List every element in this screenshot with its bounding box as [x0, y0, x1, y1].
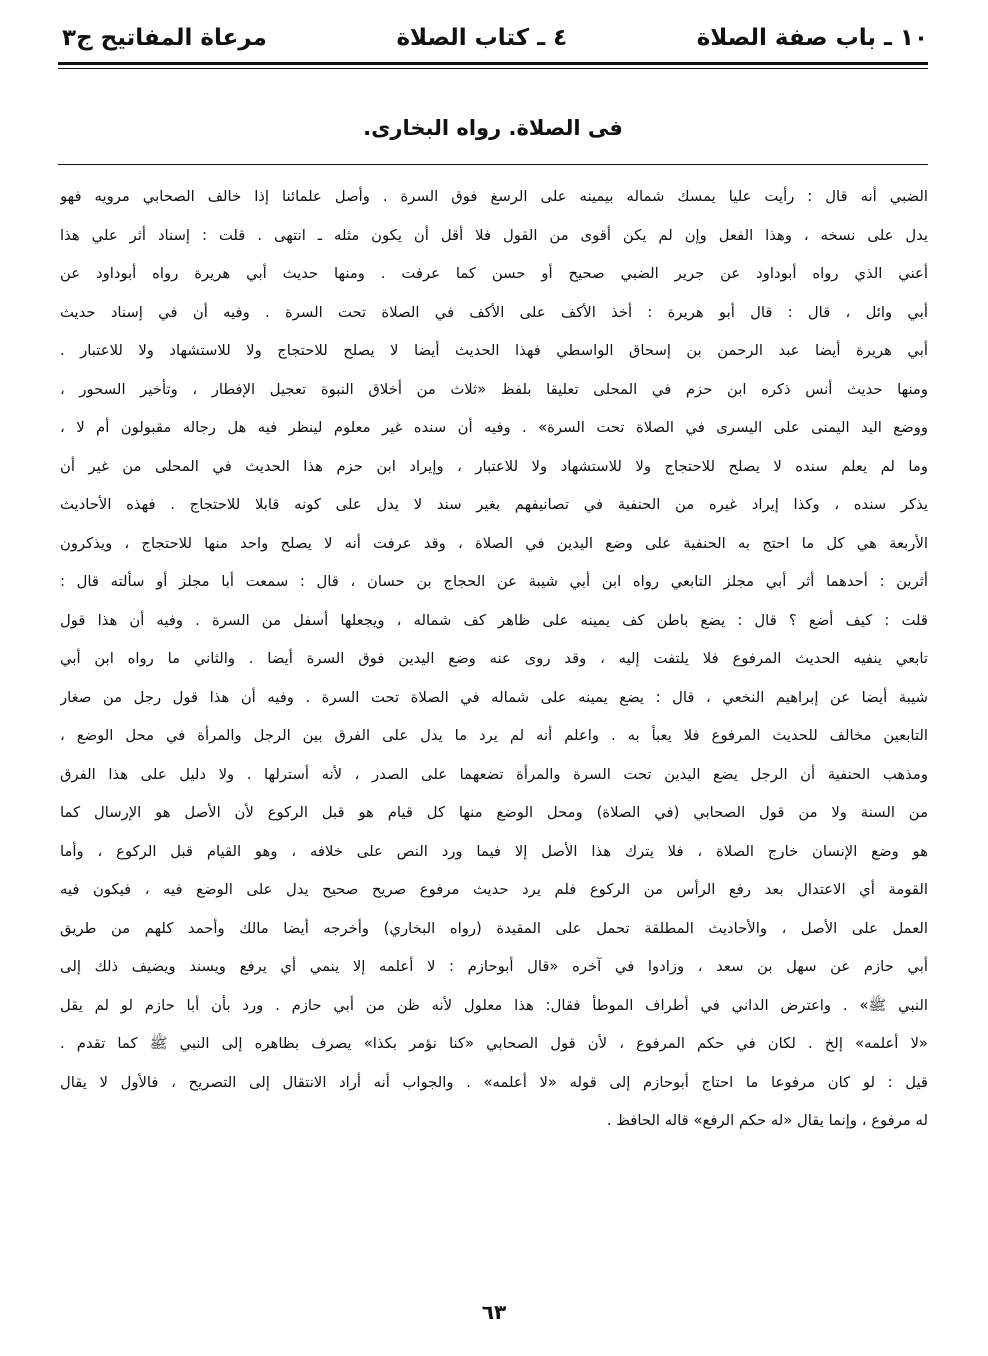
text-line: التابعين مخالف للحديث المرفوع فلا يعبأ به . واعلم أنه لم يرد ما يدل على الفرق بين الرجل والمرأة في محل الوضع ،: [60, 727, 928, 744]
header-rule-thin: [58, 68, 928, 69]
header-book-title: مرعاة المفاتيح ج٣: [62, 25, 267, 51]
hadith-text: فى الصلاة. رواه البخارى.: [363, 116, 623, 140]
header-kitab: ٤ ـ كتاب الصلاة: [396, 25, 568, 51]
text-line: الأربعة هي كل ما احتج به الحنفية على وضع اليدين في الصلاة ، وقد عرفت أنه لا يصلح واحد منها للاحتجاج ، ويذكرون: [60, 534, 928, 552]
text-line: ومنها حديث أنس ذكره ابن حزم في المحلى تعليقا بلفظ «ثلاث من أخلاق النبوة تعجيل الإفطار ، وتأخير السحور ،: [60, 380, 928, 398]
text-line: هو وضع الإنسان خارج الصلاة ، فلا يترك هذا الأصل إلا فيما ورد النص على خلافه ، وهو القيام قبل الركوع ، وأما: [60, 842, 928, 860]
text-line: ومذهب الحنفية أن الرجل يضع اليدين تحت السرة والمرأة تضعهما على الصدر ، لأنه أسترلها . ولا دليل على هذا الفرق: [60, 765, 928, 783]
text-line: القومة أي الاعتدال بعد رفع الرأس من الركوع فلم يرد حديث مرفوع صريح صحيح يدل على الوضع فيه ، فيكون فيه: [60, 881, 928, 898]
text-line: يدل على نسخه ، وهذا الفعل وإن لم يكن أقوى من القول فلا أقل أن يكون مثله ـ انتهى . قلت : إسناد أثر علي هذا: [60, 226, 928, 244]
text-line: وما لم يعلم سنده لا يصلح للاحتجاج ولا للاستشهاد ولا للاعتبار ، وإيراد ابن حزم هذا الحديث في المحلى من غير أن: [60, 457, 928, 475]
text-line: له مرفوع ، وإنما يقال «له حكم الرفع» قاله الحافظ .: [606, 1112, 928, 1129]
text-line: قلت : كيف أضع ؟ قال : يضع باطن كف يمينه على ظاهر كف شماله ، ويجعلها أسفل من السرة . وفيه أن هذا قول: [60, 611, 928, 629]
text-line: يذكر سنده ، وكذا إيراد غيره من الحنفية في تصانيفهم بغير سند لا يدل على كونه قابلا للاحتجاج . فهذه الأحاديث: [60, 496, 928, 513]
text-line: النبي ﷺ» . واعترض الداني في أطراف الموطأ فقال: هذا معلول لأنه ظن من أبي حازم . ورد بأن أبا حازم لو لم يقل: [60, 996, 928, 1014]
text-line: شيبة أيضا عن إبراهيم النخعي ، قال : يضع يمينه على شماله في الصلاة تحت السرة . وفيه أن هذا قول رجل من صغار: [60, 688, 928, 706]
text-line: أثرين : أحدهما أثر أبي مجلز التابعي رواه ابن أبي شيبة عن الحجاج بن حسان ، قال : سمعت أبا مجلز أو سألته قال :: [60, 573, 928, 590]
text-line: قيل : لو كان مرفوعا ما احتاج أبوحازم إلى قوله «لا أعلمه» . والجواب أنه أراد الانتقال إلى التصريح ، فالأول لا يقال: [60, 1073, 928, 1091]
text-line: «لا أعلمه» إلخ . لكان في حكم المرفوع ، لأن قول الصحابي «كنا نؤمر بكذا» يصرف بظاهره إلى النبي ﷺ كما تقدم .: [60, 1035, 928, 1052]
text-line: ووضع اليد اليمنى على اليسرى في الصلاة تحت السرة» . وفيه أن سنده غير معلوم لينظر فيه هل رجاله مقبولون أم لا ،: [60, 419, 928, 436]
text-line: الضبي أنه قال : رأيت عليا يمسك شماله بيمينه على الرسغ فوق السرة . وأصل علمائنا إذا خالف الصحابي مرويه فهو: [60, 188, 928, 205]
commentary-divider: [58, 164, 928, 165]
header-bab: ١٠ ـ باب صفة الصلاة: [696, 25, 928, 51]
page-number: ٦٣: [481, 1300, 507, 1324]
text-line: أبي هريرة أيضا عبد الرحمن بن إسحاق الواسطي فهذا الحديث أيضا لا يصلح للاحتجاج ولا للاستشهاد ولا للاعتبار .: [60, 342, 928, 359]
text-line: أعني الذي رواه أبوداود عن جرير الضبي صحيح أو حسن كما عرفت . ومنها حديث أبي هريرة رواه أبوداود عن: [60, 265, 928, 282]
running-header: [62, 18, 928, 58]
commentary-body: [60, 178, 928, 1258]
text-line: أبي حازم عن سهل بن سعد ، وزادوا في آخره «قال أبوحازم : لا أعلمه إلا ينمي أي يرفع ويسند ويضيف ذلك إلى: [60, 958, 928, 975]
text-line: تابعي ينفيه الحديث المرفوع فلا يلتفت إليه ، وقد روى عنه وضع اليدين فوق السرة أيضا . والثاني ما رواه ابن أبي: [60, 650, 928, 667]
header-rule-thick: [58, 62, 928, 65]
text-line: أبي وائل ، قال : قال أبو هريرة : أخذ الأكف على الأكف في الصلاة تحت السرة . وفيه أن في إسناد حديث: [60, 303, 928, 321]
text-line: من السنة ولا من قول الصحابي (في الصلاة) ومحل الوضع منها كل قيام هو قبل الركوع لأن الأصل هو الإرسال كما: [60, 804, 928, 821]
text-line: العمل على الأصل ، والأحاديث المطلقة تحمل على المقيدة (رواه البخاري) وأخرجه أيضا مالك وأحمد كلهم من طريق: [60, 919, 928, 937]
